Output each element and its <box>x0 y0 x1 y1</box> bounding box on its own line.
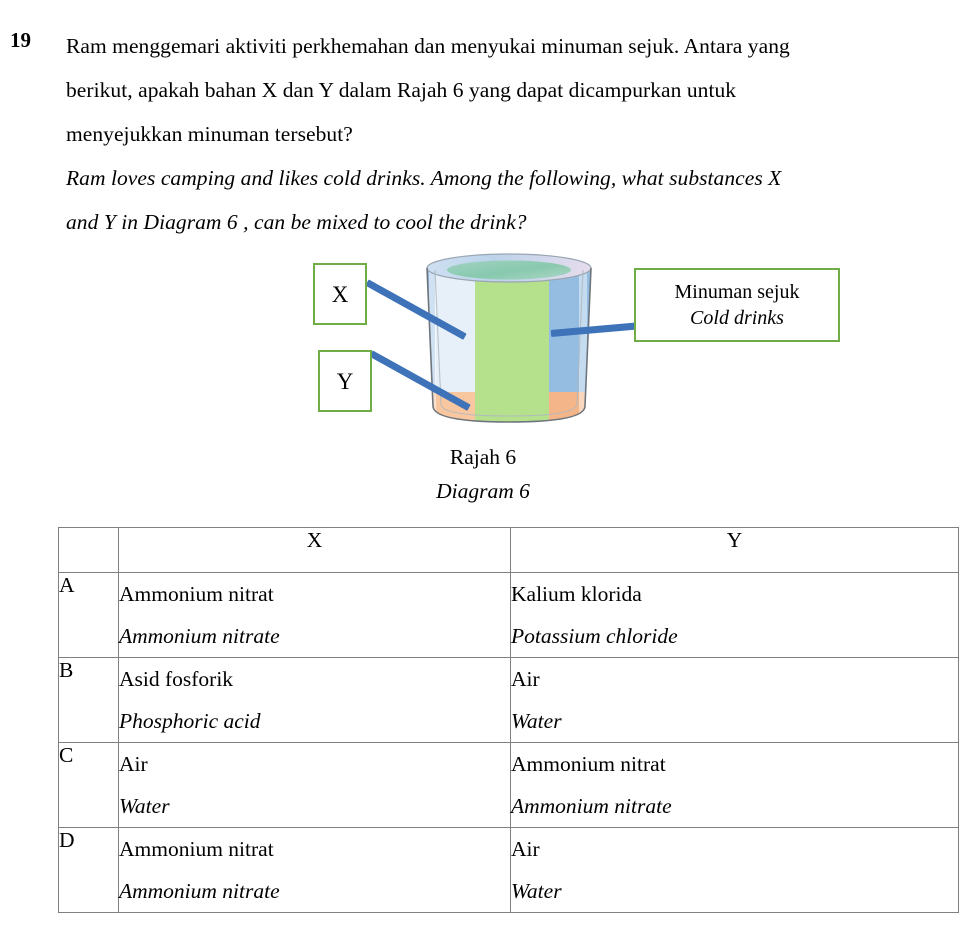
question-line-ms-1: Ram menggemari aktiviti perkhemahan dan menyukai minuman sejuk. Antara yang <box>66 34 790 58</box>
option-x-cell <box>119 743 511 828</box>
diagram-caption-ms: Rajah 6 <box>449 445 517 469</box>
table-header-y: Y <box>511 528 959 573</box>
table-row[interactable] <box>59 573 959 658</box>
option-x-en: Water <box>119 794 170 818</box>
diagram-6 <box>0 240 966 525</box>
option-y-en: Water <box>511 879 562 903</box>
callout-box-cold-drinks <box>634 268 840 342</box>
callout-box-x <box>313 263 367 325</box>
question-line-ms-2: berikut, apakah bahan X dan Y dalam Rajah 6 yang dapat dicampurkan untuk <box>66 78 737 102</box>
option-y-ms: Air <box>511 837 540 861</box>
option-y-cell <box>511 658 959 743</box>
option-x-cell <box>119 828 511 913</box>
table-row[interactable] <box>59 743 959 828</box>
table-row[interactable] <box>59 828 959 913</box>
callout-box-y <box>318 350 372 412</box>
callout-label-y: Y <box>336 368 354 394</box>
option-x-en: Ammonium nitrate <box>119 879 280 903</box>
option-y-cell <box>511 828 959 913</box>
option-y-ms: Kalium klorida <box>511 582 642 606</box>
option-y-cell <box>511 743 959 828</box>
option-y-en: Water <box>511 709 562 733</box>
option-y-en: Potassium chloride <box>511 624 678 648</box>
option-x-ms: Ammonium nitrat <box>119 582 274 606</box>
question-number: 19 <box>10 28 31 52</box>
option-y-cell <box>511 573 959 658</box>
option-x-ms: Asid fosforik <box>119 667 234 691</box>
cup-illustration-icon <box>413 250 605 435</box>
callout-label-x: X <box>331 281 349 307</box>
answer-options-table <box>58 527 959 913</box>
callout-label-drink-en: Cold drinks <box>690 307 784 329</box>
option-x-cell <box>119 573 511 658</box>
option-y-en: Ammonium nitrate <box>511 794 672 818</box>
table-row[interactable] <box>59 658 959 743</box>
question-line-en-1: Ram loves camping and likes cold drinks. Among the following, what substances X <box>66 166 782 190</box>
table-header-blank <box>59 528 119 573</box>
option-letter: C <box>59 743 119 828</box>
diagram-caption <box>0 440 966 508</box>
option-x-ms: Ammonium nitrat <box>119 837 274 861</box>
question-text <box>66 24 956 244</box>
table-header-x: X <box>119 528 511 573</box>
option-x-en: Ammonium nitrate <box>119 624 280 648</box>
diagram-caption-en: Diagram 6 <box>436 479 530 503</box>
option-letter: D <box>59 828 119 913</box>
option-x-en: Phosphoric acid <box>119 709 261 733</box>
option-letter: A <box>59 573 119 658</box>
option-x-cell <box>119 658 511 743</box>
callout-label-drink-ms: Minuman sejuk <box>674 281 800 303</box>
question-line-en-2: and Y in Diagram 6 , can be mixed to cool the drink? <box>66 210 527 234</box>
table-header-row <box>59 528 959 573</box>
option-y-ms: Air <box>511 667 540 691</box>
question-line-ms-3: menyejukkan minuman tersebut? <box>66 122 353 146</box>
option-x-ms: Air <box>119 752 148 776</box>
option-letter: B <box>59 658 119 743</box>
option-y-ms: Ammonium nitrat <box>511 752 666 776</box>
